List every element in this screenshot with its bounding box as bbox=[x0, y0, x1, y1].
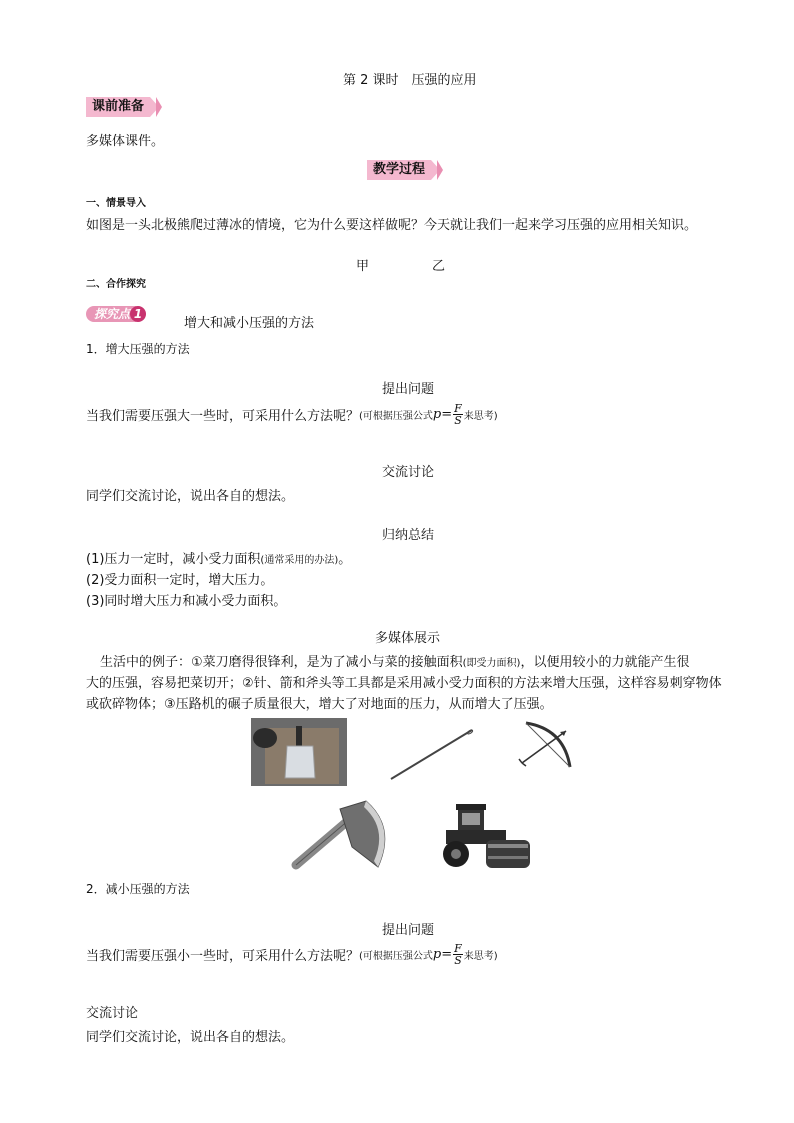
media-line-2: 大的压强，容易把菜切开；②针、箭和斧头等工具都是采用减小受力面积的方法来增大压强，这样容易刺穿物体 bbox=[86, 676, 722, 691]
explore-point-badge: 探究点 1 bbox=[86, 306, 146, 322]
axe-image bbox=[290, 797, 400, 873]
prep-text: 多媒体课件。 bbox=[86, 134, 165, 149]
part1-heading: 1．增大压强的方法 bbox=[86, 342, 190, 356]
formula-fraction: $\frac{F}{S}$ bbox=[454, 942, 462, 967]
page-title: 第 2 课时 压强的应用 bbox=[343, 73, 477, 88]
section-heading-explore: 二、合作探究 bbox=[86, 279, 146, 290]
media-line-1: 生活中的例子：①菜刀磨得很锋利，是为了减小与菜的接触面积(即受力面积)，以便用较小的力就能产生很 bbox=[100, 655, 690, 670]
part2-question-title: 提出问题 bbox=[382, 923, 435, 938]
part2-heading: 2．减小压强的方法 bbox=[86, 882, 190, 896]
part1-discuss-title: 交流讨论 bbox=[382, 465, 435, 480]
road-roller-image bbox=[438, 800, 532, 870]
part2-discuss-title: 交流讨论 bbox=[86, 1006, 139, 1021]
intro-text: 如图是一头北极熊爬过薄冰的情境，它为什么要这样做呢？今天就让我们一起来学习压强的应用相关知识。 bbox=[86, 218, 698, 233]
formula-fraction: $\frac{F}{S}$ bbox=[454, 402, 462, 427]
section-heading-intro: 一、情景导入 bbox=[86, 198, 146, 209]
summary-title: 归纳总结 bbox=[382, 528, 435, 543]
figure-label-yi: 乙 bbox=[432, 259, 446, 274]
part1-discuss-text: 同学们交流讨论，说出各自的想法。 bbox=[86, 489, 295, 504]
media-title: 多媒体展示 bbox=[375, 631, 441, 646]
bow-arrow-image bbox=[516, 719, 576, 771]
part1-question: 当我们需要压强大一些时，可采用什么方法呢？ (可根据压强公式 p = $\frac{F}{S}$ 来思考) bbox=[86, 402, 498, 427]
knife-image bbox=[251, 718, 347, 786]
summary-item-2: (2)受力面积一定时，增大压力。 bbox=[86, 573, 274, 588]
summary-item-1: (1)压力一定时，减小受力面积(通常采用的办法)。 bbox=[86, 552, 352, 567]
process-tag: 教学过程 bbox=[367, 160, 443, 180]
figure-label-jia: 甲 bbox=[356, 259, 370, 274]
part2-discuss-text: 同学们交流讨论，说出各自的想法。 bbox=[86, 1030, 295, 1045]
summary-item-3: (3)同时增大压力和减小受力面积。 bbox=[86, 594, 287, 609]
part1-question-title: 提出问题 bbox=[382, 382, 435, 397]
prep-tag: 课前准备 bbox=[86, 97, 162, 117]
media-line-3: 或砍碎物体；③压路机的碾子质量很大，增大了对地面的压力，从而增大了压强。 bbox=[86, 697, 553, 712]
part2-question: 当我们需要压强小一些时，可采用什么方法呢？ (可根据压强公式 p = $\frac{F}{S}$ 来思考) bbox=[86, 942, 498, 967]
needle-image bbox=[388, 726, 476, 782]
explore-title: 增大和减小压强的方法 bbox=[184, 316, 315, 331]
